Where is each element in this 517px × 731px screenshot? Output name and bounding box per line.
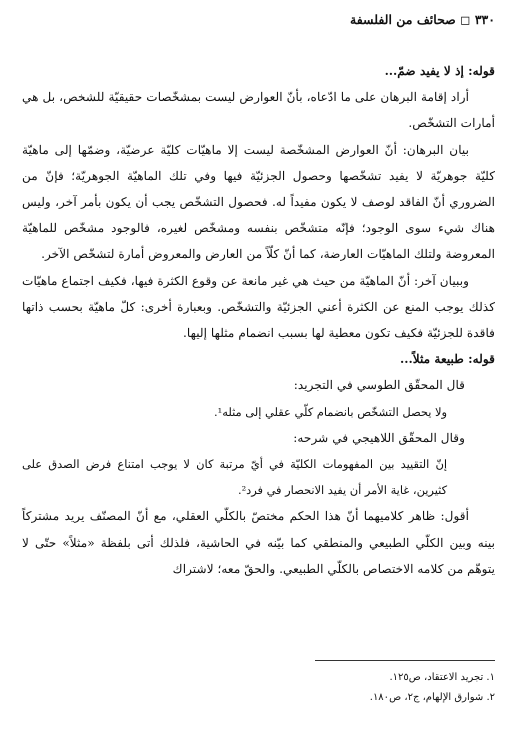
commentary-heading-2: قوله: طبيعة مثلاً... [399,352,495,367]
paragraph-author-comment: أقول: ظاهر كلاميهما أنّ هذا الحكم مختصّ بالكلّي العقلي، مع أنّ المصنّف يريد مشتركاً بينه وبين الكلّي الطبيعي والمنطقي كما بيّنه في الحاشية، فلذلك أتى بلفظة «مثلاً» حتّى لا يتوهّم من كلامه الاختصاص بالكلّي الطبيعي. والحقّ معه؛ لاشتراك [22,509,495,576]
quote-intro-tusi: قال المحقّق الطوسي في التجريد: [293,378,465,393]
footnote-1: ١. تجريد الاعتقاد، ص١٢٥. [389,672,495,683]
commentary-heading-1: قوله: إذ لا يفيد ضمّ... [384,64,495,78]
footnote-2: ٢. شوارق الإلهام، ج٢، ص١٨٠. [369,692,495,703]
paragraph-claim: أراد إقامة البرهان على ما ادّعاه، بأنّ العوارض ليست بمشخّصات حقيقيّة للشخص، بل هي أمارات التشخّص. [22,90,495,131]
quote-tusi: ولا يحصل التشخّص بانضمام كلّي عقلي إلى مثله¹. [214,404,447,419]
quote-lahiji: إنّ التقييد بين المفهومات الكليّة في أيّ مرتبة كان لا يوجب امتناع فرض الصدق على كثيرين، غاية الأمر أن يفيد الانحصار في فرد². [22,457,447,498]
running-header: ٣٣٠ ◻ صحائف من الفلسفة [350,12,495,27]
quote-intro-lahiji: وقال المحقّق اللاهيجي في شرحه: [293,430,465,445]
footnote-divider [315,660,495,661]
body-text [22,58,495,582]
paragraph-second-proof: وببيان آخر: أنّ الماهيّة من حيث هي غير مانعة عن وقوع الكثرة فيها، فكيف اجتماع ماهيّات كذلك يوجب المنع عن الكثرة أعني الجزئيّة والتشخّص. وبعبارة أخرى: كلّ ماهيّة بحسب ذاتها فاقدة للجزئيّة فكيف تكون معطية لها بسبب انضمام مثلها إليها. [22,273,495,341]
paragraph-proof: بيان البرهان: أنّ العوارض المشخّصة ليست إلا ماهيّات كليّة عرضيّة، وضمّها إلى ماهيّة كليّة جوهريّة لا يفيد تشخّصها وحصول الجزئيّة فيها وفي تلك الماهيّة الجوهريّة؛ فإنّ من الضروري أنّ الفاقد لوصف لا يكون مفيداً له. فحصول التشخّص يجب أن يكون بأمر آخر، وليس هناك شيء سوى الوجود؛ فإنّه متشخّص بنفسه ومشخّص لغيره، فالوجود مشخّص للماهيّة المعروضة ولتلك الماهيّات العارضة، كما أنّ كلّاً من العارض والمعروض أمارة لتشخّص الآخر. [22,142,495,262]
footnotes [22,668,495,708]
